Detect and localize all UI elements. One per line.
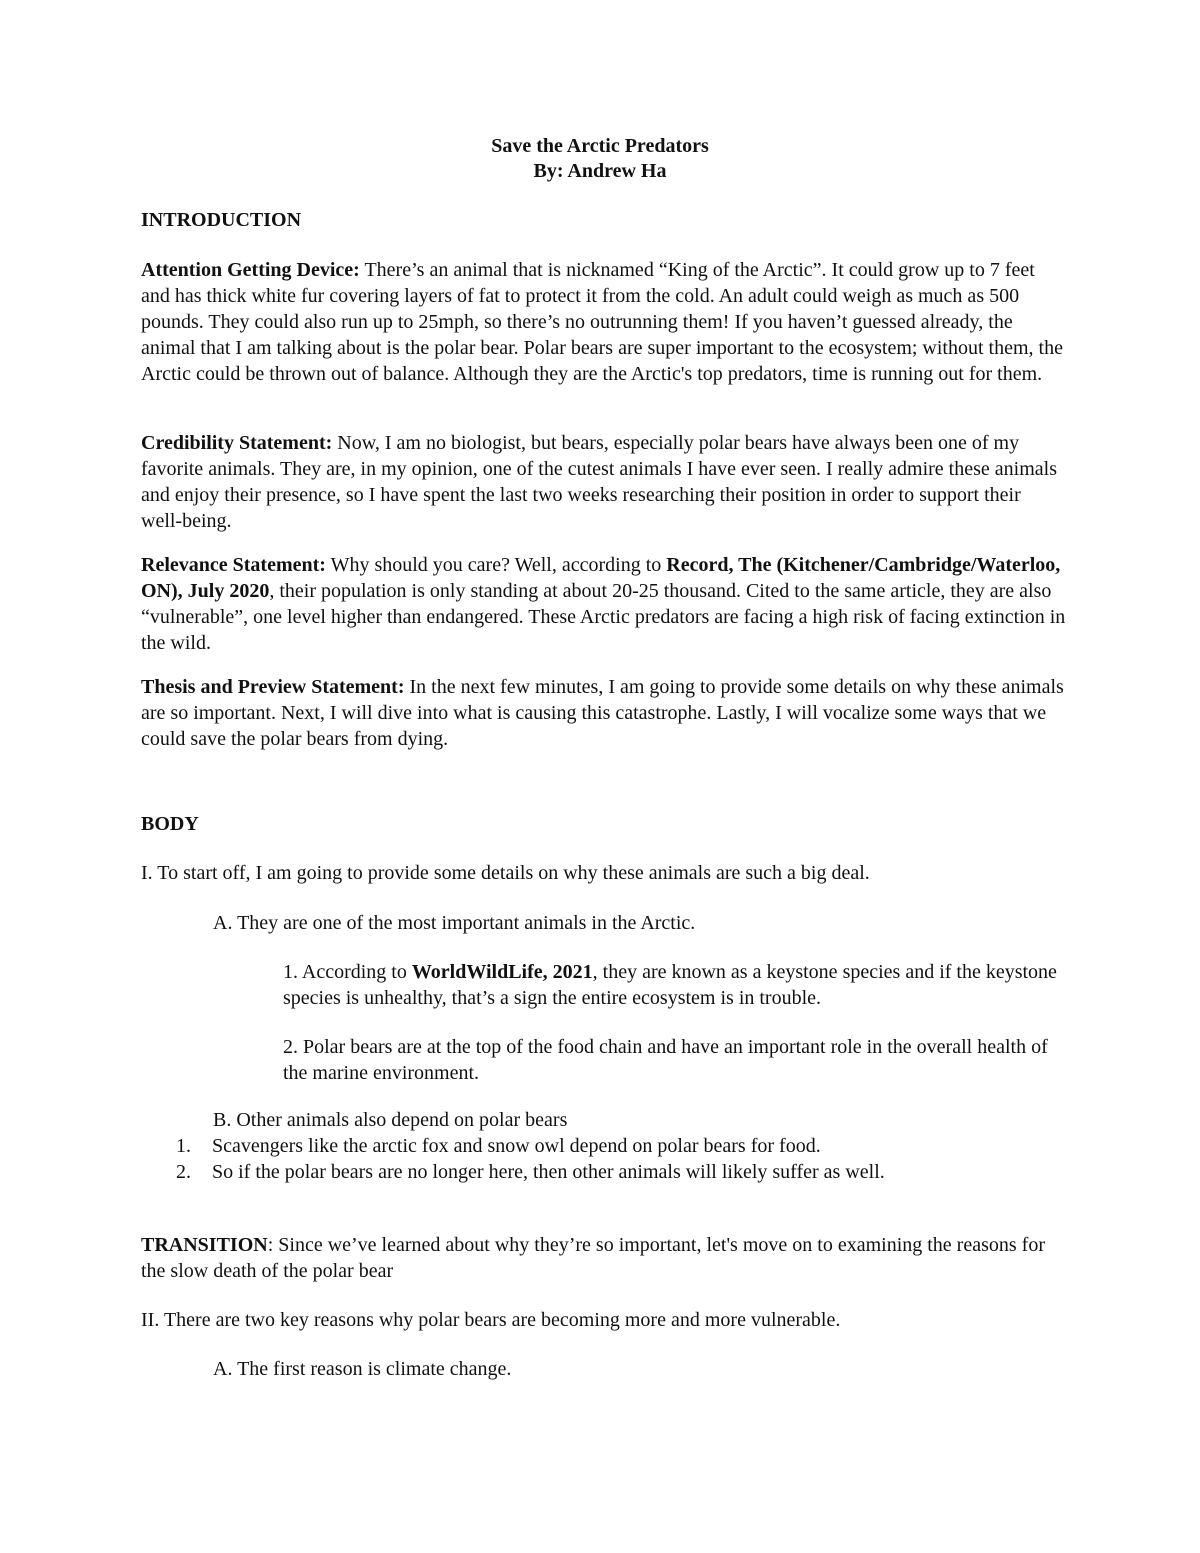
attention-paragraph bbox=[141, 257, 1066, 387]
relevance-text-2: , their population is only standing at about 20-25 thousand. Cited to the same article, they are also “vulnerable”, one level higher than endangered. These Arctic predators are facing a high risk of facing extinction in the wild. bbox=[141, 580, 1066, 654]
credibility-label: Credibility Statement: bbox=[141, 432, 333, 454]
introduction-heading: INTRODUCTION bbox=[141, 209, 302, 231]
list-item-text: So if the polar bears are no longer here, then other animals will likely suffer as well. bbox=[212, 1161, 885, 1183]
point-2a: A. The first reason is climate change. bbox=[213, 1358, 512, 1380]
transition-paragraph bbox=[141, 1232, 1066, 1284]
thesis-paragraph bbox=[141, 674, 1066, 752]
point-1a-2: 2. Polar bears are at the top of the food chain and have an important role in the overall health of the marine environment. bbox=[283, 1036, 1048, 1084]
body-heading: BODY bbox=[141, 813, 199, 835]
credibility-text: Now, I am no biologist, but bears, especially polar bears have always been one of my favorite animals. They are, in my opinion, one of the cutest animals I have ever seen. I really admire these animals and enjoy their presence, so I have spent the last two weeks researching their position in order to support their well-being. bbox=[141, 432, 1057, 532]
document-title: Save the Arctic Predators bbox=[491, 135, 709, 157]
point-1a-1-prefix: 1. According to bbox=[283, 961, 412, 983]
point-1: I. To start off, I am going to provide some details on why these animals are such a big deal. bbox=[141, 862, 870, 884]
point-1a: A. They are one of the most important animals in the Arctic. bbox=[213, 912, 696, 934]
list-item bbox=[176, 1133, 1066, 1159]
relevance-source: Record, The (Kitchener/Cambridge/Waterloo, ON), July 2020 bbox=[141, 554, 1061, 602]
attention-label: Attention Getting Device: bbox=[141, 259, 360, 281]
point-1a-1 bbox=[283, 959, 1066, 1011]
thesis-label: Thesis and Preview Statement: bbox=[141, 676, 405, 698]
relevance-label: Relevance Statement: bbox=[141, 554, 326, 576]
document-byline: By: Andrew Ha bbox=[533, 160, 667, 182]
attention-text: There’s an animal that is nicknamed “King of the Arctic”. It could grow up to 7 feet and has thick white fur covering layers of fat to protect it from the cold. An adult could weigh as much as 500 pounds. They could also run up to 25mph, so there’s no outrunning them! If you haven’t guessed already, the animal that I am talking about is the polar bear. Polar bears are super important to the ecosystem; without them, the Arctic could be thrown out of balance. Although they are the Arctic's top predators, time is running out for them. bbox=[141, 259, 1063, 385]
point-1a-1-text: , they are known as a keystone species and if the keystone species is unhealthy, that’s a sign the entire ecosystem is in trouble. bbox=[283, 961, 1057, 1009]
relevance-paragraph bbox=[141, 552, 1066, 656]
list-item-number: 1. bbox=[176, 1135, 191, 1157]
list-item-text: Scavengers like the arctic fox and snow owl depend on polar bears for food. bbox=[212, 1135, 821, 1157]
list-item-number: 2. bbox=[176, 1161, 191, 1183]
transition-text: : Since we’ve learned about why they’re so important, let's move on to examining the reasons for the slow death of the polar bear bbox=[141, 1234, 1045, 1282]
point-1b-list bbox=[176, 1133, 1066, 1185]
credibility-paragraph bbox=[141, 430, 1066, 534]
relevance-text-1: Why should you care? Well, according to bbox=[325, 554, 667, 576]
point-1a-1-source: WorldWildLife, 2021 bbox=[411, 961, 593, 983]
thesis-text: In the next few minutes, I am going to provide some details on why these animals are so important. Next, I will dive into what is causing this catastrophe. Lastly, I will vocalize some ways that we could save the polar bears from dying. bbox=[141, 676, 1064, 750]
point-1b: B. Other animals also depend on polar bears bbox=[213, 1109, 568, 1131]
list-item bbox=[176, 1159, 1066, 1185]
transition-label: TRANSITION bbox=[141, 1234, 268, 1256]
point-2: II. There are two key reasons why polar bears are becoming more and more vulnerable. bbox=[141, 1309, 841, 1331]
